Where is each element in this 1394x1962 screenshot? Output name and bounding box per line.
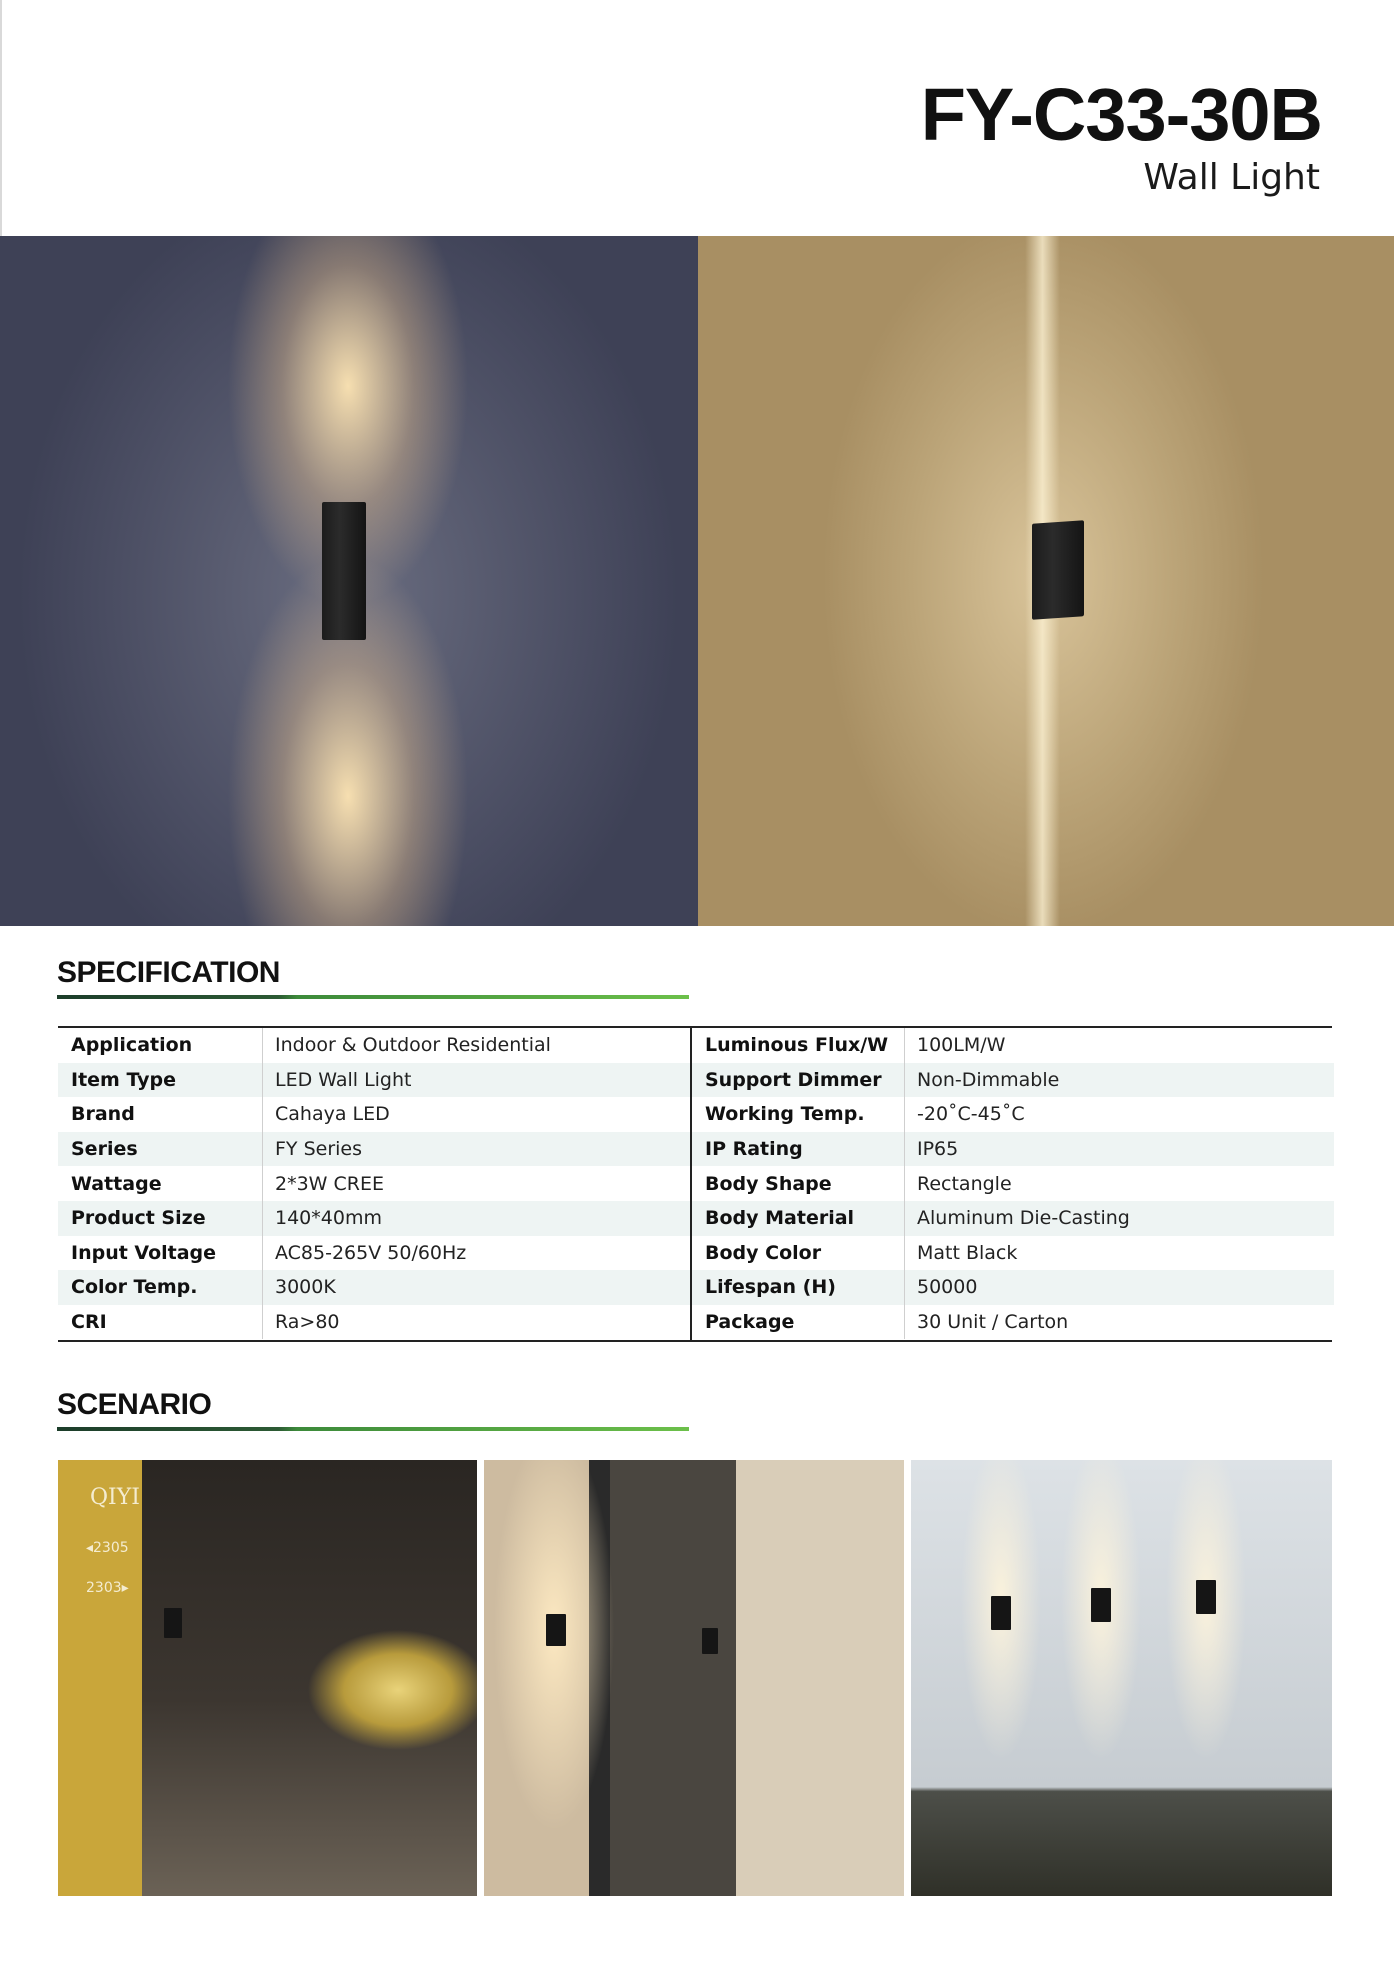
spec-value: IP65 (904, 1132, 958, 1167)
wall-light-fixture (991, 1596, 1011, 1630)
spec-row (692, 1166, 1334, 1201)
scenario-hotel-corridor-photo (58, 1460, 477, 1896)
wall-light-fixture (1196, 1580, 1216, 1614)
spec-row (58, 1132, 690, 1167)
spec-column-left (58, 1028, 690, 1340)
scenario-exterior-wall-photo (911, 1460, 1332, 1896)
spec-label: Body Material (705, 1207, 855, 1230)
spec-row (58, 1236, 690, 1271)
spec-label: Lifespan (H) (705, 1276, 836, 1299)
sign-room-2303: 2303▸ (86, 1580, 129, 1596)
spec-value: 30 Unit / Carton (904, 1305, 1068, 1340)
spec-value: LED Wall Light (262, 1063, 412, 1098)
spec-row (58, 1270, 690, 1305)
spec-value: 100LM/W (904, 1028, 1005, 1063)
spec-label: Color Temp. (71, 1276, 198, 1299)
wall-light-warm-wall-photo (698, 236, 1394, 926)
spec-row (692, 1132, 1334, 1167)
spec-label: Support Dimmer (705, 1068, 882, 1091)
spec-row (58, 1305, 690, 1340)
spec-row (58, 1028, 690, 1063)
spec-column-right (690, 1028, 1334, 1340)
wall-light-fixture (546, 1614, 566, 1646)
specification-table (58, 1026, 1332, 1342)
spec-label: Series (71, 1138, 138, 1161)
spec-value: 2*3W CREE (262, 1166, 384, 1201)
specification-heading: SPECIFICATION (57, 956, 280, 989)
spec-label: Body Shape (705, 1172, 832, 1195)
spec-label: Wattage (71, 1172, 162, 1195)
wall-light-fixture (1091, 1588, 1111, 1622)
spec-value: FY Series (262, 1132, 362, 1167)
spec-row (58, 1063, 690, 1098)
spec-value: Matt Black (904, 1236, 1017, 1271)
spec-label: CRI (71, 1311, 107, 1334)
spec-label: Working Temp. (705, 1103, 865, 1126)
spec-value: -20˚C-45˚C (904, 1097, 1025, 1132)
sign-room-2305: ◂2305 (86, 1540, 129, 1556)
spec-label: Luminous Flux/W (705, 1034, 889, 1057)
spec-value: 3000K (262, 1270, 336, 1305)
spec-value: 140*40mm (262, 1201, 382, 1236)
spec-value: Ra>80 (262, 1305, 340, 1340)
spec-value: Indoor & Outdoor Residential (262, 1028, 551, 1063)
sign-brand-text: QIYI (90, 1485, 140, 1510)
scenario-underline (57, 1427, 689, 1431)
spec-row (692, 1063, 1334, 1098)
product-model-title: FY-C33-30B (920, 73, 1322, 156)
spec-row (692, 1028, 1334, 1063)
spec-label: Package (705, 1311, 795, 1334)
wall-light-fixture (1032, 520, 1084, 620)
spec-row (58, 1097, 690, 1132)
wall-light-fixture (322, 502, 366, 640)
spec-value: Rectangle (904, 1166, 1012, 1201)
spec-row (58, 1201, 690, 1236)
spec-label: Body Color (705, 1241, 822, 1264)
scenario-heading: SCENARIO (57, 1388, 212, 1421)
spec-label: Brand (71, 1103, 135, 1126)
spec-row (692, 1201, 1334, 1236)
wall-light-fixture (702, 1628, 718, 1654)
spec-row (58, 1166, 690, 1201)
wall-light-fixture (164, 1608, 182, 1638)
scenario-living-room-photo (484, 1460, 904, 1896)
spec-row (692, 1270, 1334, 1305)
spec-label: Input Voltage (71, 1241, 217, 1264)
spec-label: Application (71, 1034, 193, 1057)
spec-value: 50000 (904, 1270, 977, 1305)
specification-underline (57, 995, 689, 999)
spec-row (692, 1236, 1334, 1271)
spec-label: Item Type (71, 1068, 177, 1091)
spec-label: Product Size (71, 1207, 206, 1230)
spec-label: IP Rating (705, 1138, 803, 1161)
page-left-rule (0, 0, 2, 236)
spec-value: Non-Dimmable (904, 1063, 1059, 1098)
product-subtitle: Wall Light (1143, 157, 1320, 198)
spec-row (692, 1097, 1334, 1132)
spec-value: AC85-265V 50/60Hz (262, 1236, 466, 1271)
wall-light-blue-wall-photo (0, 236, 698, 926)
spec-value: Cahaya LED (262, 1097, 390, 1132)
spec-value: Aluminum Die-Casting (904, 1201, 1130, 1236)
spec-row (692, 1305, 1334, 1340)
